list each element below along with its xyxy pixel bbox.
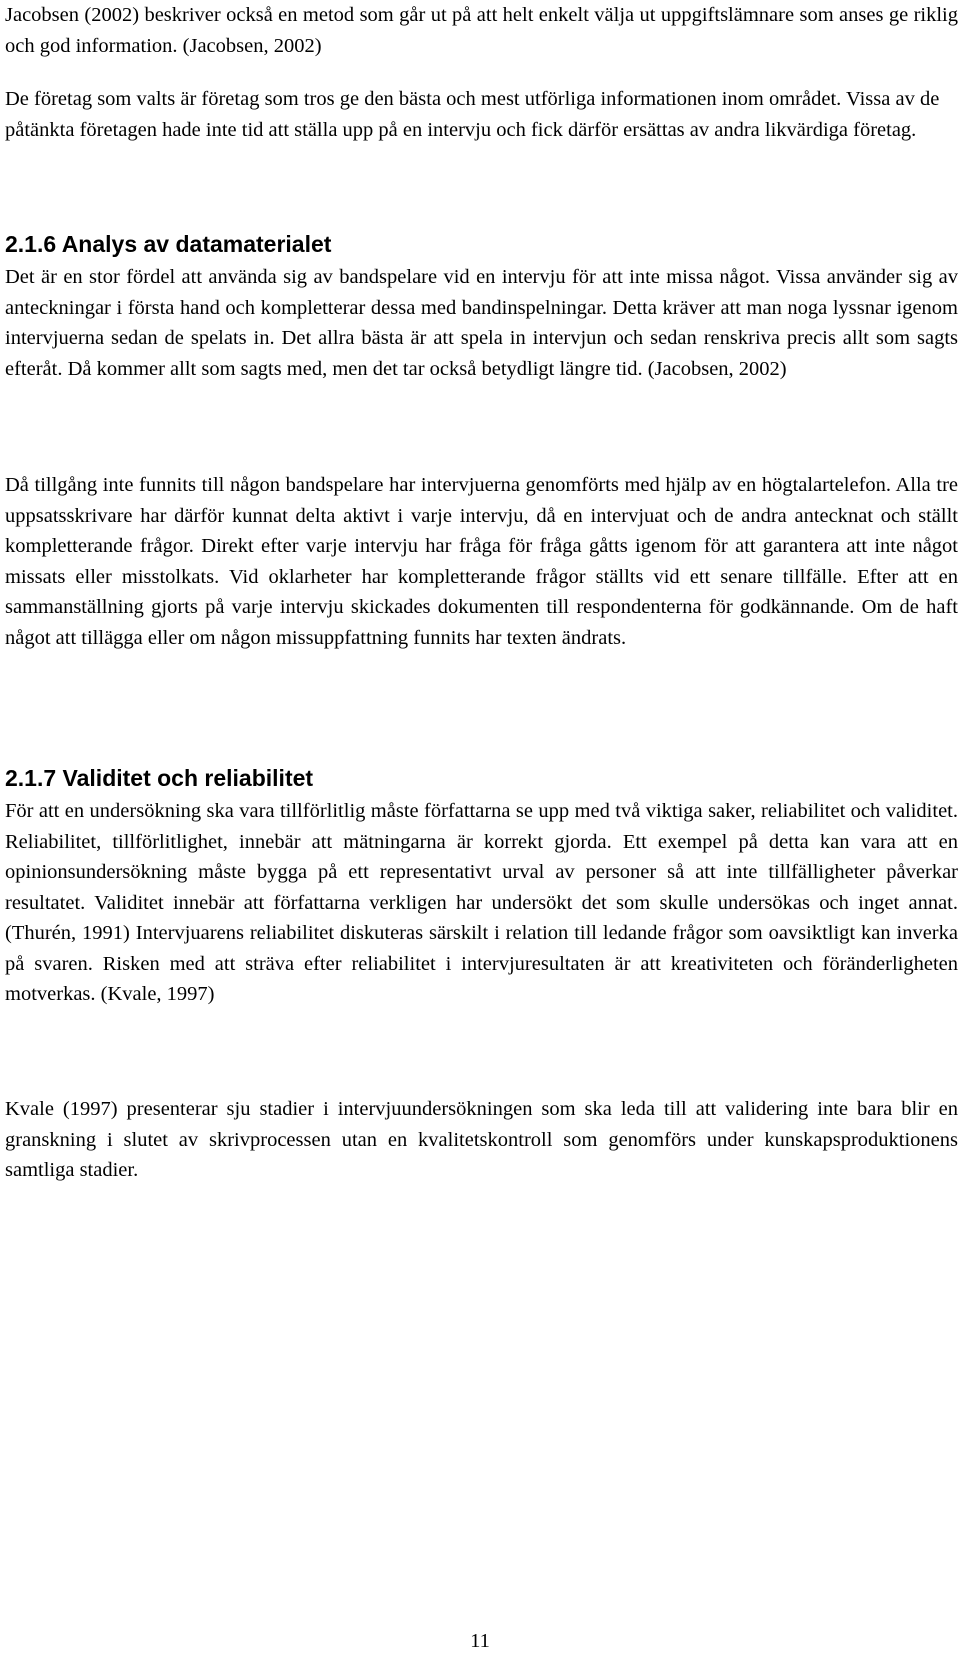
paragraph-speakerphone: Då tillgång inte funnits till någon bandspelare har intervjuerna genomförts med hjälp av en högtalartelefon. Alla tre uppsatsskrivare har därför kunnat delta aktivt i varje intervju, då en intervjuat och de andra antecknat och ställt kompletterande frågor. Direkt efter varje intervju har fråga för fråga gåtts igenom för att garantera att inte något missats eller misstolkats. Vid oklarheter har kompletterande frågor ställts vid ett senare tillfälle. Efter att en sammanställning gjorts på varje intervju skickades dokumenten till respondenterna för godkännande. Om de haft något att tillägga eller om någon missuppfattning funnits har texten ändrats. bbox=[5, 474, 958, 649]
paragraph-kvale-stages: Kvale (1997) presenterar sju stadier i intervjuundersökningen som ska leda till att validering inte bara blir en granskning i slutet av skrivprocessen utan en kvalitetskontroll som genomförs under kunskapsproduktionens samtliga stadier. bbox=[5, 1098, 958, 1181]
section-heading-analysis: 2.1.6 Analys av datamaterialet bbox=[5, 231, 332, 257]
paragraph-method-selection: Jacobsen (2002) beskriver också en metod som går ut på att helt enkelt välja ut uppgiftslämnare som anses ge riklig och god information. (Jacobsen, 2002) bbox=[5, 4, 958, 57]
section-heading-validity: 2.1.7 Validitet och reliabilitet bbox=[5, 765, 314, 791]
paragraph-reliability: För att en undersökning ska vara tillförlitlig måste författarna se upp med två viktiga saker, reliabilitet och validitet. Reliabilitet, tillförlitlighet, innebär att mätningarna är korrekt gjorda. Ett exempel på detta kan vara att en opinionsundersökning måste bygga på ett representativt urval av personer så att inte tillfälligheter påverkar resultatet. Validitet innebär att författarna verkligen har undersökt det som skulle undersökas och inget annat. (Thurén, 1991) Intervjuarens reliabilitet diskuteras särskilt i relation till ledande frågor som oavsiktligt kan inverka på svaren. Risken med att sträva efter reliabilitet i intervjuresultaten är att kreativiteten och föränderligheten motverkas. (Kvale, 1997) bbox=[5, 800, 958, 1005]
paragraph-tape-recorder: Det är en stor fördel att använda sig av bandspelare vid en intervju för att inte missa något. Vissa använder sig av anteckningar i första hand och kompletterar dessa med bandinspelningar. Detta kräver att man noga lyssnar igenom intervjuerna sedan de spelats in. Det allra bästa är att spela in intervjun och sedan renskriva precis allt som sagts efteråt. Då kommer allt som sagts med, men det tar också betydligt längre tid. (Jacobsen, 2002) bbox=[5, 266, 958, 380]
paragraph-company-selection: De företag som valts är företag som tros ge den bästa och mest utförliga informationen inom området. Vissa av de påtänkta företagen hade inte tid att ställa upp på en intervju och fick därför ersättas av andra likvärdiga företag. bbox=[5, 88, 940, 141]
page-number: 11 bbox=[470, 1630, 490, 1652]
